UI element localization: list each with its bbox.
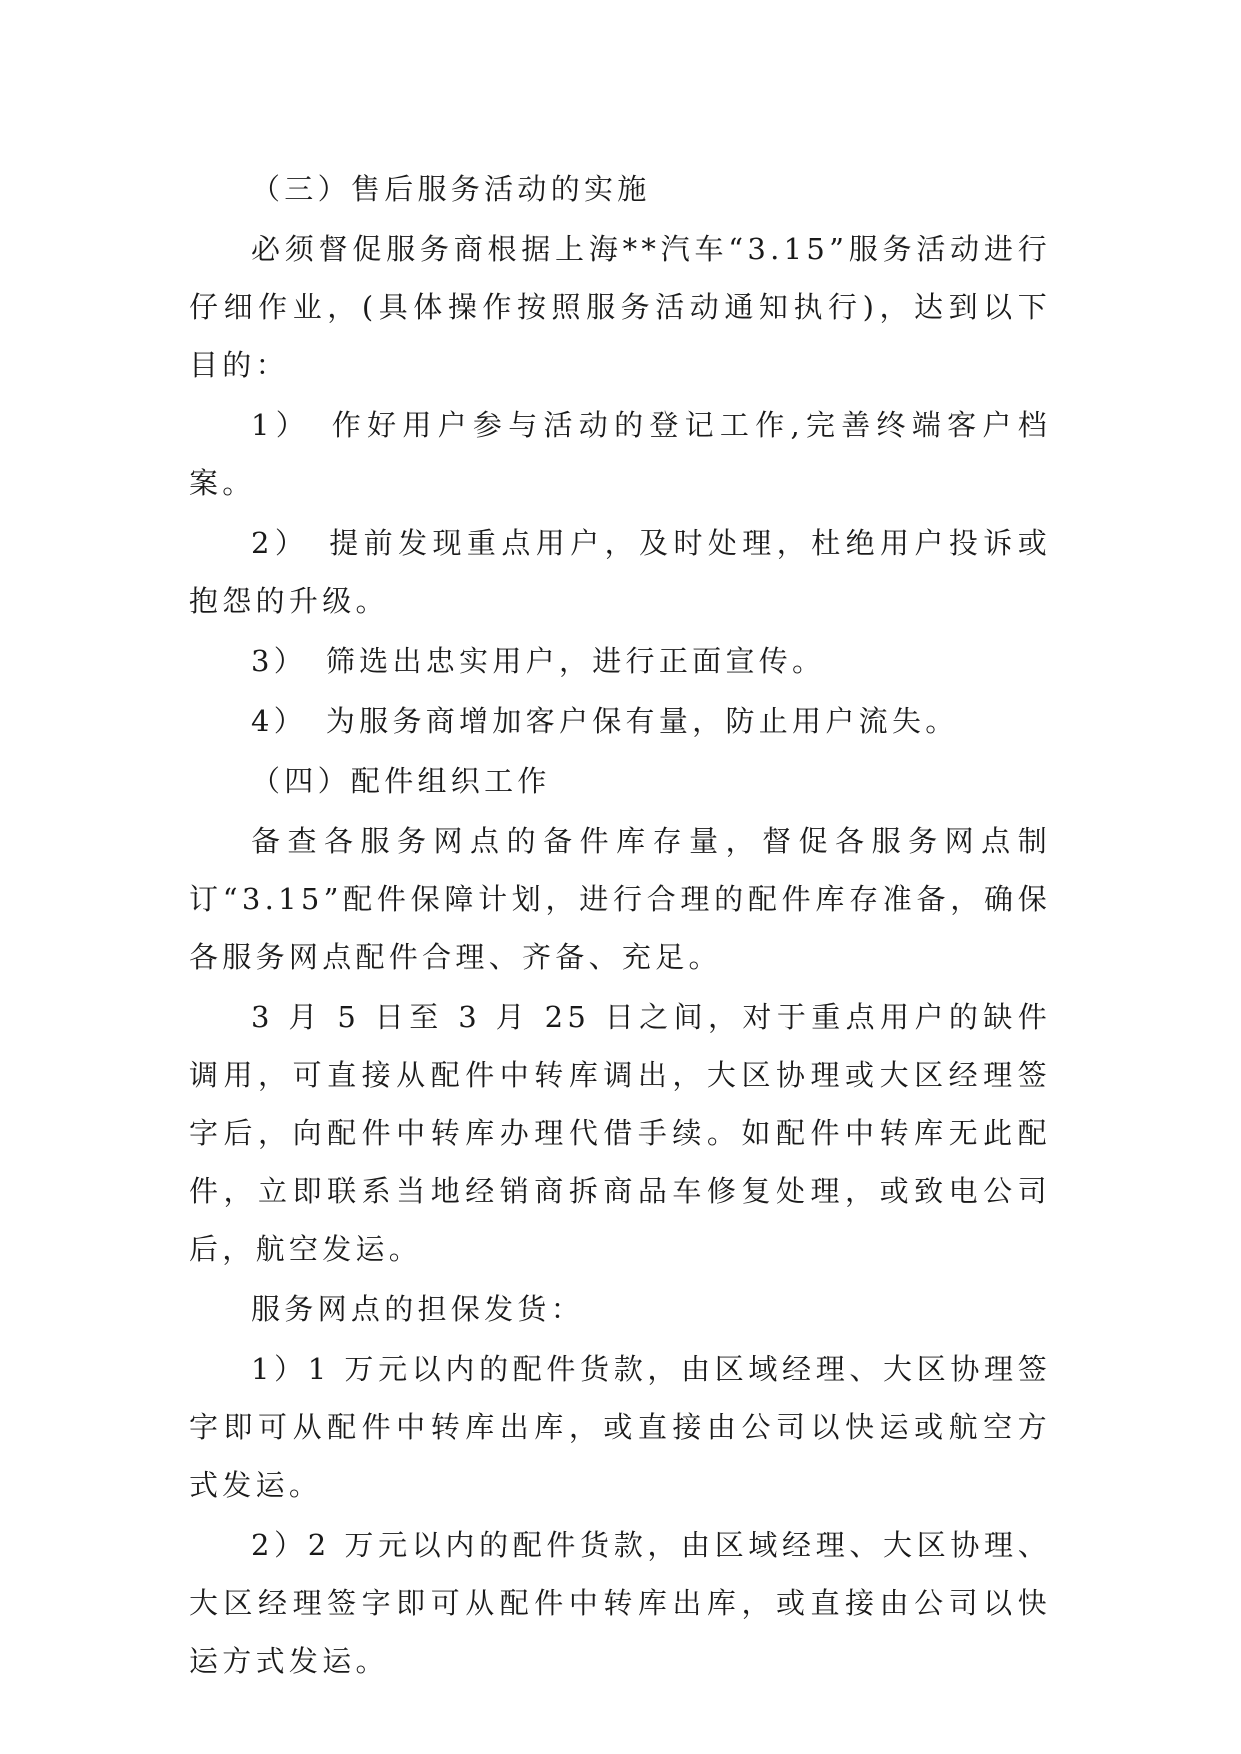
paragraph-guarantee-2: 2）2 万元以内的配件货款，由区域经理、大区协理、大区经理签字即可从配件中转库出库，或直接由公司以快运方式发运。	[189, 1528, 1051, 1678]
list-item-1: 1） 作好用户参与活动的登记工作,完善终端客户档案。	[189, 408, 1051, 500]
document-body	[189, 160, 1051, 1692]
list-item-2: 2） 提前发现重点用户，及时处理，杜绝用户投诉或抱怨的升级。	[189, 526, 1051, 618]
paragraph-parts-dispatch: 3 月 5 日至 3 月 25 日之间，对于重点用户的缺件调用，可直接从配件中转库调出，大区协理或大区经理签字后，向配件中转库办理代借手续。如配件中转库无此配件，立即联系当地经销商拆商品车修复处理，或致电公司后，航空发运。	[189, 1000, 1051, 1266]
list-item-3: 3） 筛选出忠实用户，进行正面宣传。	[251, 644, 826, 678]
paragraph-guarantee-1: 1）1 万元以内的配件货款，由区域经理、大区协理签字即可从配件中转库出库，或直接由公司以快运或航空方式发运。	[189, 1352, 1051, 1502]
section-heading-3: （三）售后服务活动的实施	[251, 172, 651, 206]
paragraph-guarantee-title: 服务网点的担保发货：	[251, 1292, 585, 1326]
list-item-4: 4） 为服务商增加客户保有量，防止用户流失。	[251, 704, 959, 738]
paragraph-intro: 必须督促服务商根据上海**汽车“3.15”服务活动进行仔细作业，(具体操作按照服务活动通知执行)，达到以下目的：	[189, 232, 1051, 382]
paragraph-parts-stock: 备查各服务网点的备件库存量，督促各服务网点制订“3.15”配件保障计划，进行合理的配件库存准备，确保各服务网点配件合理、齐备、充足。	[189, 824, 1051, 974]
section-heading-4: （四）配件组织工作	[251, 764, 551, 798]
